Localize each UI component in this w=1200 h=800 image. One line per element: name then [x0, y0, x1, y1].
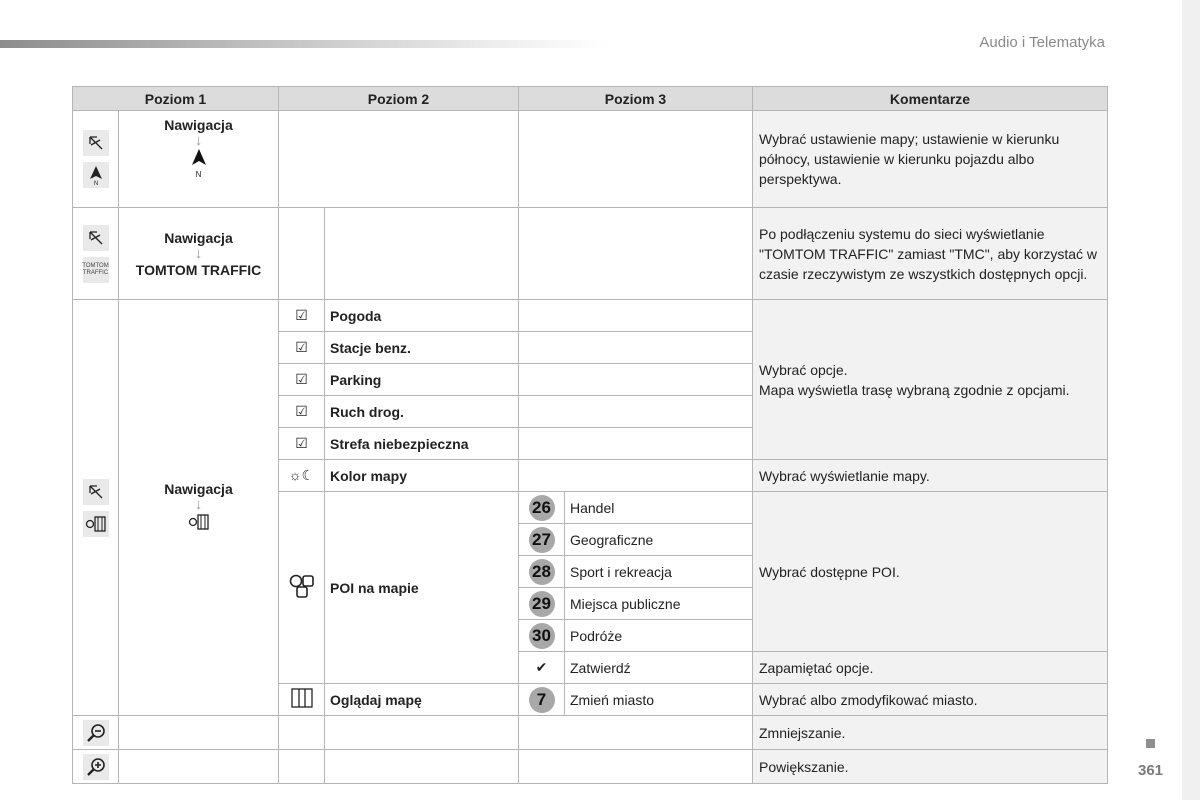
- level3-cell: [519, 750, 753, 784]
- level1-cell: [119, 208, 279, 300]
- navigation-arrow-icon: [83, 479, 109, 505]
- poi-number: 28: [529, 559, 555, 585]
- city-number-badge: [519, 684, 565, 716]
- option-stacje-benz[interactable]: Stacje benz.: [325, 332, 519, 364]
- checkmark-icon[interactable]: ✔: [519, 652, 565, 684]
- table-header-row: [73, 87, 1108, 111]
- level2-cell: [325, 716, 519, 750]
- level1-cell: [119, 300, 279, 716]
- table-row: [73, 716, 1108, 750]
- north-up-arrow-icon: [119, 149, 278, 171]
- poi-number-badge: [519, 492, 565, 524]
- option-pogoda[interactable]: Pogoda: [325, 300, 519, 332]
- level1-icon-cell: [73, 208, 119, 300]
- poi-number: 30: [529, 623, 555, 649]
- option-kolor-mapy[interactable]: Kolor mapy: [325, 460, 519, 492]
- level1-label: Nawigacja: [164, 117, 233, 133]
- level3-cell: [519, 716, 753, 750]
- tomtom-icon-text: TOMTOM TRAFFIC: [82, 262, 109, 276]
- poi-number-badge: [519, 588, 565, 620]
- level1-cell: [119, 750, 279, 784]
- zoom-in-icon[interactable]: [83, 754, 109, 780]
- header-bar: [0, 40, 610, 48]
- option-ogladaj-mape[interactable]: Oglądaj mapę: [325, 684, 519, 716]
- arrow-down-icon: ↓: [194, 244, 203, 262]
- level3-cell: [519, 460, 753, 492]
- level2-cell: [325, 208, 519, 300]
- poi-number-badge: [519, 620, 565, 652]
- poi-icon[interactable]: [279, 492, 325, 684]
- poi-number-badge: [519, 556, 565, 588]
- col-header-level1: Poziom 1: [73, 87, 279, 111]
- menu-table: [72, 86, 1108, 784]
- confirm-button[interactable]: Zatwierdź: [565, 652, 753, 684]
- page-edge-stripe: [1182, 0, 1200, 800]
- comment-cell: Zmniejszanie.: [753, 716, 1108, 750]
- level2-cell: [279, 111, 519, 208]
- option-strefa-niebezpieczna[interactable]: Strefa niebezpieczna: [325, 428, 519, 460]
- checkbox-icon[interactable]: ☑: [279, 332, 325, 364]
- level1-label: Nawigacja: [164, 229, 233, 246]
- col-header-level2: Poziom 2: [279, 87, 519, 111]
- poi-number: 26: [529, 495, 555, 521]
- table-row: [73, 208, 1108, 300]
- comment-cell: Powiększanie.: [753, 750, 1108, 784]
- comment-cell: Zapamiętać opcje.: [753, 652, 1108, 684]
- poi-geograficzne[interactable]: Geograficzne: [565, 524, 753, 556]
- comment-cell: Po podłączeniu systemu do sieci wyświetlanie "TOMTOM TRAFFIC" zamiast "TMC", aby korzystać w czasie rzeczywistym ze wszystkich dostępnych opcji.: [753, 208, 1108, 300]
- level1-label: Nawigacja: [164, 481, 233, 497]
- checkbox-icon[interactable]: ☑: [279, 428, 325, 460]
- level3-cell: [519, 364, 753, 396]
- day-night-icon[interactable]: ☼☾: [279, 460, 325, 492]
- checkbox-icon[interactable]: ☑: [279, 300, 325, 332]
- comment-cell: Wybrać ustawienie mapy; ustawienie w kierunku północy, ustawienie w kierunku pojazdu albo perspektywa.: [753, 111, 1108, 208]
- map-settings-icon: [83, 511, 109, 537]
- level3-cell: [519, 208, 753, 300]
- poi-miejsca-publiczne[interactable]: Miejsca publiczne: [565, 588, 753, 620]
- level1-icon-cell: [73, 750, 119, 784]
- option-parking[interactable]: Parking: [325, 364, 519, 396]
- level1-icon-cell: [73, 111, 119, 208]
- svg-text:N: N: [93, 181, 98, 185]
- tomtom-traffic-icon: [83, 257, 109, 283]
- poi-podroze[interactable]: Podróże: [565, 620, 753, 652]
- col-header-level3: Poziom 3: [519, 87, 753, 111]
- comment-line: Mapa wyświetla trasę wybraną zgodnie z opcjami.: [759, 381, 1070, 398]
- level2-icon-cell: [279, 208, 325, 300]
- table-row: [73, 111, 1108, 208]
- comment-line: Wybrać opcje.: [759, 361, 848, 378]
- col-header-comments: Komentarze: [753, 87, 1108, 111]
- level3-cell: [519, 396, 753, 428]
- poi-handel[interactable]: Handel: [565, 492, 753, 524]
- change-city-button[interactable]: Zmień miasto: [565, 684, 753, 716]
- level3-cell: [519, 428, 753, 460]
- level1-icon-cell: [73, 300, 119, 716]
- level2-icon-cell: [279, 716, 325, 750]
- page-number: 361: [1138, 762, 1164, 779]
- level1-icon-cell: [73, 716, 119, 750]
- zoom-out-icon[interactable]: [83, 720, 109, 746]
- map-settings-icon: [119, 513, 278, 534]
- checkbox-icon[interactable]: ☑: [279, 364, 325, 396]
- poi-sport-i-rekreacja[interactable]: Sport i rekreacja: [565, 556, 753, 588]
- north-up-arrow-icon: [83, 162, 109, 188]
- city-number: 7: [529, 687, 555, 713]
- poi-number: 29: [529, 591, 555, 617]
- arrow-down-icon: ↓: [194, 496, 203, 513]
- arrow-down-icon: ↓: [194, 132, 203, 149]
- table-row: [73, 750, 1108, 784]
- poi-number-badge: [519, 524, 565, 556]
- checkbox-icon[interactable]: ☑: [279, 396, 325, 428]
- navigation-arrow-icon: [83, 130, 109, 156]
- table-row: [73, 300, 1108, 332]
- option-poi-na-mapie[interactable]: POI na mapie: [325, 492, 519, 684]
- map-book-icon[interactable]: [279, 684, 325, 716]
- level1-cell: [119, 716, 279, 750]
- level3-cell: [519, 111, 753, 208]
- level3-cell: [519, 300, 753, 332]
- comment-cell: Wybrać wyświetlanie mapy.: [753, 460, 1108, 492]
- level1-cell: [119, 111, 279, 208]
- level1-sublabel: TOMTOM TRAFFIC: [135, 261, 262, 278]
- comment-cell: [753, 300, 1108, 460]
- page-marker: [1146, 739, 1155, 748]
- level3-cell: [519, 332, 753, 364]
- poi-number: 27: [529, 527, 555, 553]
- navigation-arrow-icon: [83, 225, 109, 251]
- level2-icon-cell: [279, 750, 325, 784]
- comment-cell: Wybrać albo zmodyfikować miasto.: [753, 684, 1108, 716]
- section-title: Audio i Telematyka: [979, 34, 1105, 51]
- level2-cell: [325, 750, 519, 784]
- comment-cell: Wybrać dostępne POI.: [753, 492, 1108, 652]
- option-ruch-drog[interactable]: Ruch drog.: [325, 396, 519, 428]
- north-letter: N: [195, 170, 202, 179]
